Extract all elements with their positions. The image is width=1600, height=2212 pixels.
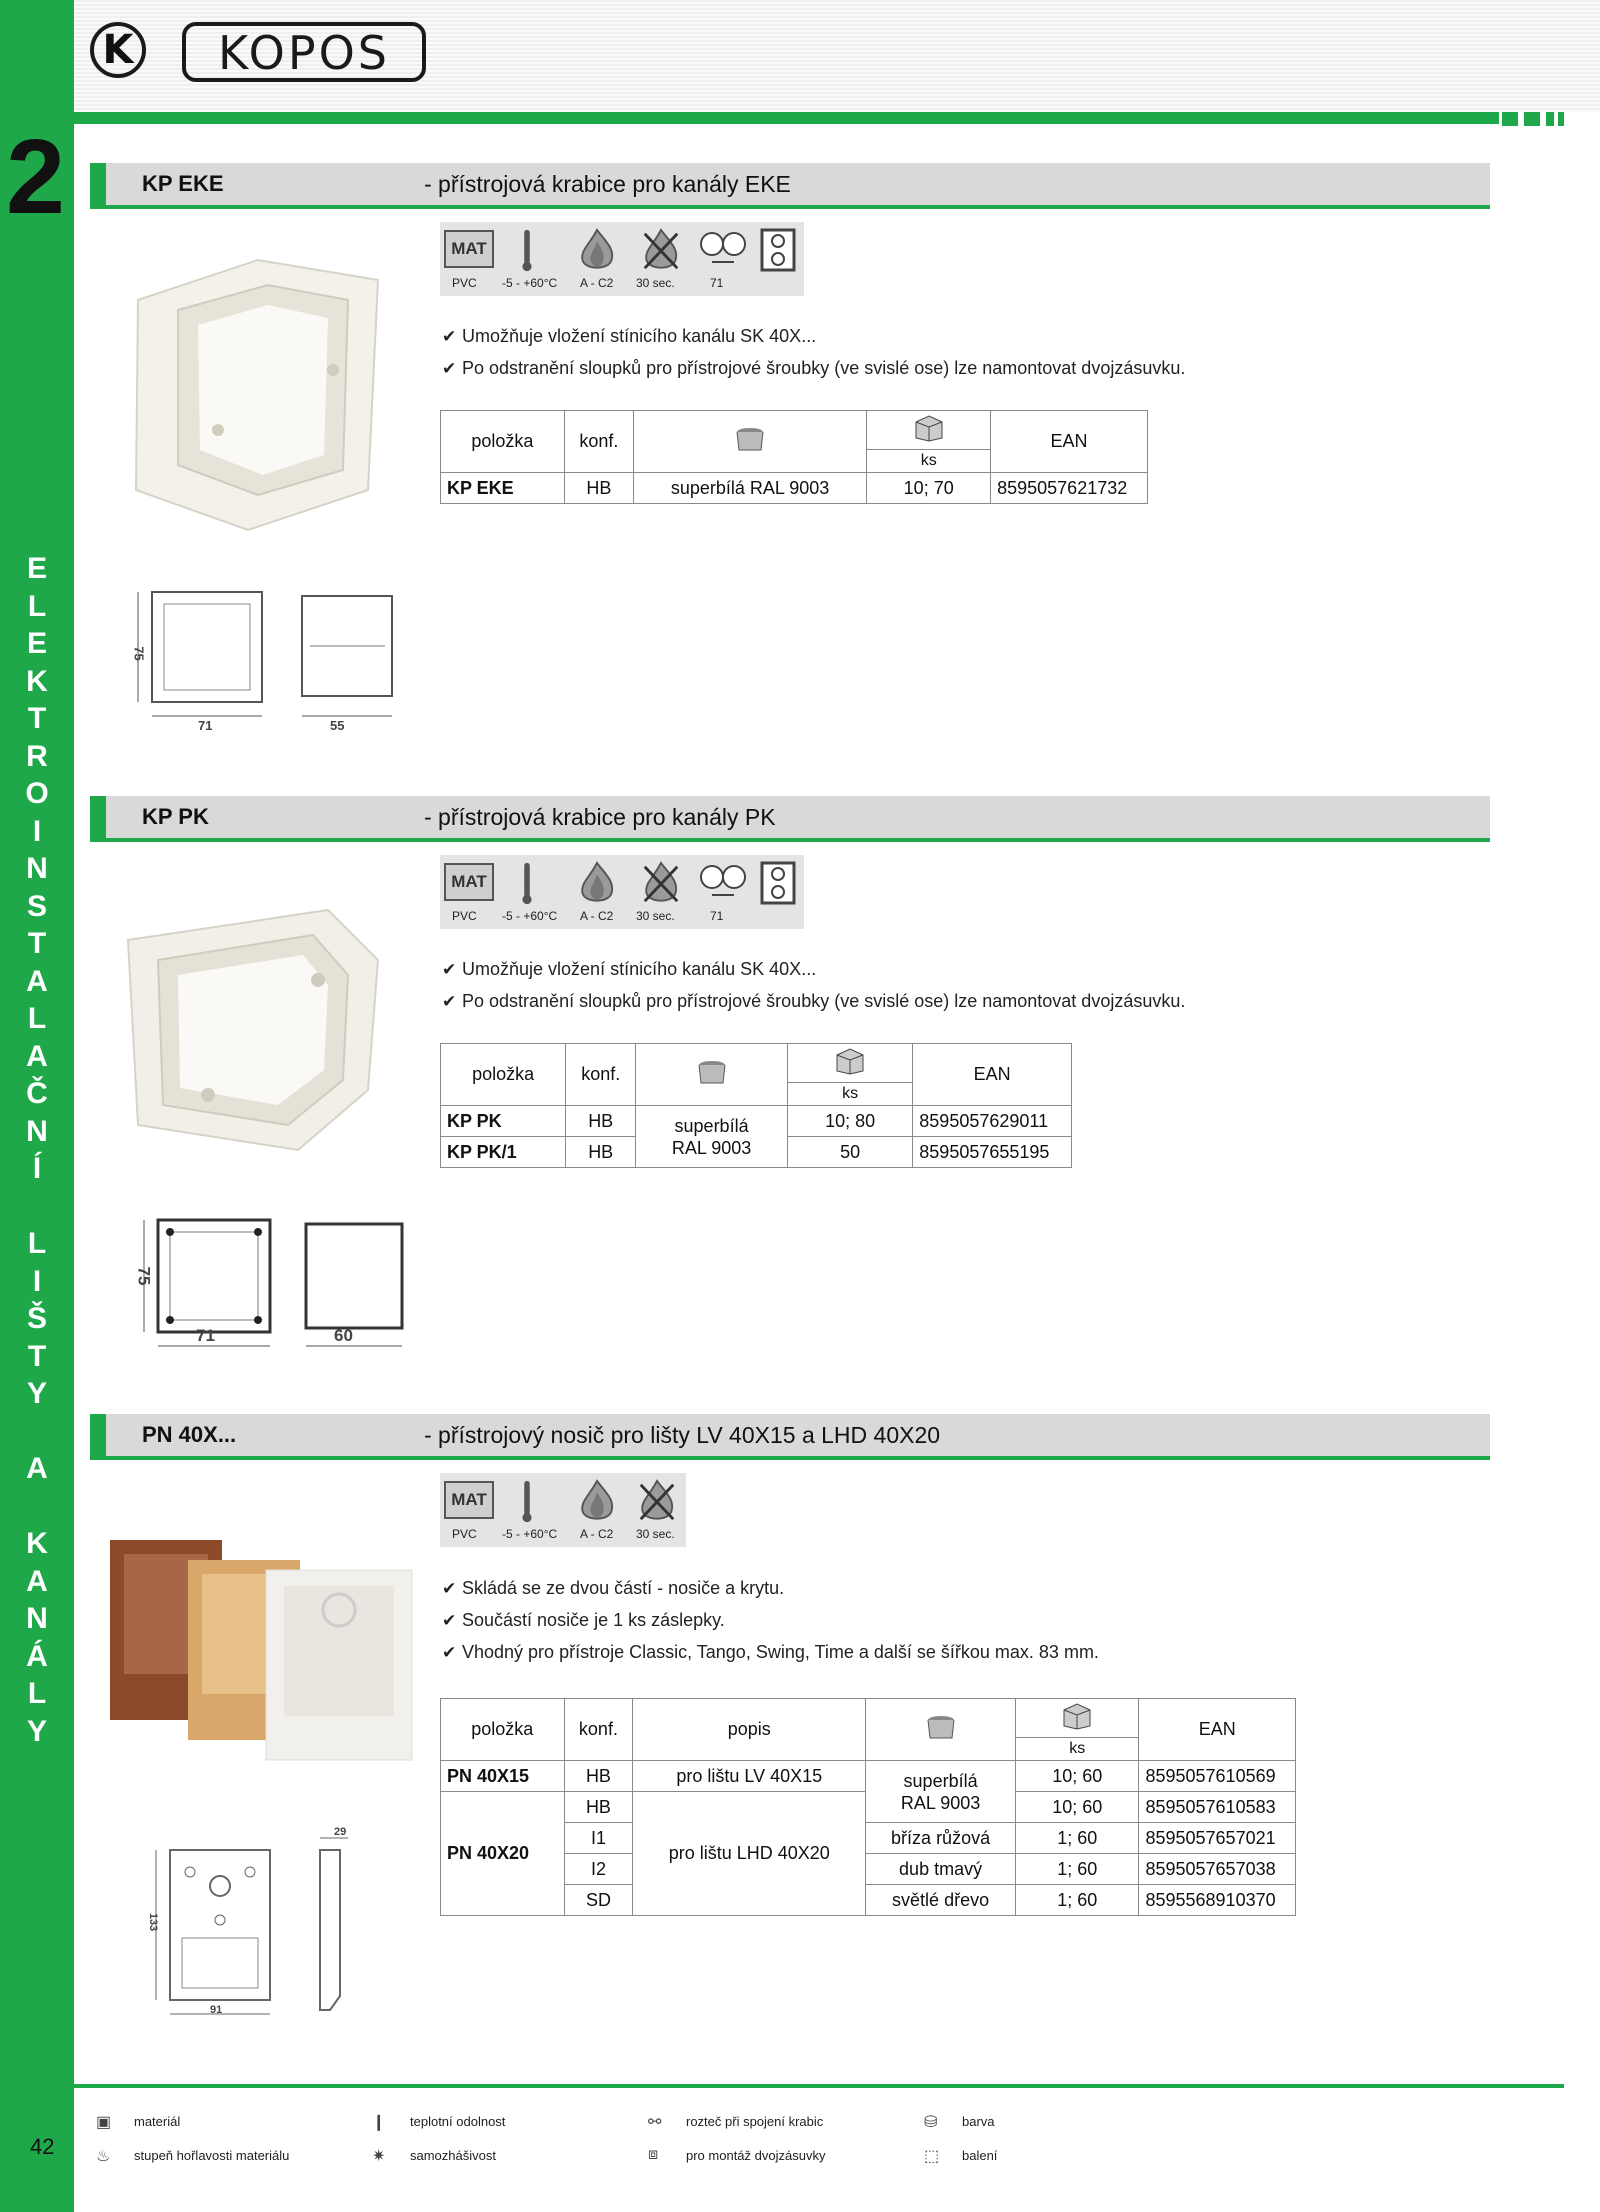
kopos-logo-wordmark: KOPOS bbox=[182, 22, 426, 82]
thermometer-icon bbox=[520, 228, 534, 272]
paint-bucket-icon: ⛁ bbox=[924, 2114, 938, 2131]
feature-bullet: ✔ Vhodný pro přístroje Classic, Tango, Swing, Time a další se šířkou max. 83 mm. bbox=[442, 1642, 1099, 1662]
paint-bucket-icon bbox=[735, 426, 765, 452]
spacing-label: 71 bbox=[710, 276, 724, 290]
table-row: SD světlé dřevo 1; 60 8595568910370 bbox=[441, 1885, 1296, 1916]
chapter-title-letter: T bbox=[27, 1339, 47, 1373]
self-extinguish-label: 30 sec. bbox=[636, 276, 675, 290]
chapter-title-letter: A bbox=[26, 1564, 48, 1598]
dimension-label: 29 bbox=[334, 1826, 347, 1838]
product-photo-pn-40x bbox=[104, 1530, 424, 1770]
double-socket-icon bbox=[760, 228, 796, 272]
flame-icon bbox=[576, 228, 618, 272]
legend-label: pro montáž dvojzásuvky bbox=[686, 2148, 826, 2163]
dimension-label: 71 bbox=[198, 718, 213, 733]
section-bar-kp-eke bbox=[90, 163, 1490, 209]
temperature-label: -5 - +60°C bbox=[502, 276, 558, 290]
spacing-icon bbox=[698, 861, 748, 905]
thermometer-icon bbox=[520, 861, 534, 905]
table-row: PN 40X15 HB pro lištu LV 40X15 superbílá RAL 9003 10; 60 8595057610569 bbox=[441, 1761, 1296, 1792]
temperature-label: -5 - +60°C bbox=[502, 909, 558, 923]
technical-drawing-kp-eke bbox=[130, 586, 420, 730]
flammability-label: A - C2 bbox=[580, 276, 614, 290]
thermometer-icon bbox=[520, 1479, 534, 1523]
chapter-title-letter: T bbox=[27, 702, 47, 735]
table-row: PN 40X20 HB pro lištu LHD 40X20 10; 60 8595057610583 bbox=[441, 1792, 1296, 1823]
product-code: KP EKE bbox=[142, 171, 224, 196]
chapter-title-letter: Í bbox=[32, 1152, 42, 1185]
table-row: KP PK/1 HB 50 8595057655195 bbox=[441, 1137, 1072, 1168]
chapter-title-letter: E bbox=[26, 552, 47, 585]
double-socket-icon bbox=[760, 861, 796, 905]
spacing-icon bbox=[698, 228, 748, 272]
spacing-label: 71 bbox=[710, 909, 724, 923]
technical-drawing-kp-pk bbox=[130, 1212, 430, 1362]
dimension-label: 60 bbox=[334, 1326, 353, 1345]
header-rule-block bbox=[1502, 112, 1518, 126]
product-photo-kp-eke bbox=[118, 240, 428, 540]
chapter-title-letter: A bbox=[26, 1039, 48, 1073]
mat-icon: MAT bbox=[444, 230, 494, 268]
box-icon bbox=[912, 414, 946, 442]
chapter-title-letter: O bbox=[25, 777, 49, 810]
double-socket-icon: ⧈ bbox=[648, 2146, 659, 2163]
legend-label: stupeň hořlavosti materiálu bbox=[134, 2148, 290, 2163]
chapter-title-letter: A bbox=[26, 964, 48, 998]
mat-icon: ▣ bbox=[96, 2114, 112, 2131]
product-table-kp-pk: položka konf. EAN ks KP PK HB superbílá RAL 9003 10; 80 8595057629011 KP PK/1 HB 50 8595057655195 bbox=[440, 1043, 1072, 1168]
dimension-label: 75 bbox=[134, 1266, 154, 1286]
box-icon: ⬚ bbox=[924, 2148, 940, 2165]
page-number: 42 bbox=[30, 2134, 55, 2159]
feature-bullet: ✔ Umožňuje vložení stínicího kanálu SK 40X... bbox=[442, 326, 817, 346]
chapter-title-vertical bbox=[0, 550, 74, 1750]
chapter-title-letter: I bbox=[32, 814, 42, 848]
table-row: KP PK HB superbílá RAL 9003 10; 80 8595057629011 bbox=[441, 1106, 1072, 1137]
dimension-label: 133 bbox=[147, 1912, 160, 1932]
chapter-title-letter: K bbox=[26, 1527, 48, 1560]
feature-bullet: ✔ Skládá se ze dvou částí - nosiče a krytu. bbox=[442, 1578, 785, 1598]
paint-bucket-icon bbox=[697, 1059, 727, 1085]
chapter-title-letter bbox=[0, 1413, 74, 1451]
technical-drawing-pn-40x bbox=[130, 1826, 390, 2026]
feature-bullet: ✔ Součástí nosiče je 1 ks záslepky. bbox=[442, 1610, 725, 1630]
chapter-title-letter: A bbox=[26, 1452, 48, 1485]
chapter-title-letter: L bbox=[27, 1002, 47, 1035]
dimension-label: 91 bbox=[210, 2004, 223, 2016]
icon-strip bbox=[440, 1473, 686, 1547]
legend-label: samozhášivost bbox=[410, 2148, 496, 2163]
material-label: PVC bbox=[452, 909, 477, 923]
kopos-logo-emblem: K bbox=[90, 22, 146, 78]
header-rule-block bbox=[1524, 112, 1540, 126]
chapter-title-letter: I bbox=[32, 1264, 42, 1298]
flammability-label: A - C2 bbox=[580, 1527, 614, 1541]
chapter-title-letter bbox=[0, 1188, 74, 1226]
product-description: - přístrojový nosič pro lišty LV 40X15 a LHD 40X20 bbox=[424, 1422, 941, 1448]
chapter-title-letter: Á bbox=[26, 1639, 48, 1673]
paint-bucket-icon bbox=[926, 1714, 956, 1740]
chapter-title-letter: L bbox=[27, 589, 47, 623]
product-code: PN 40X... bbox=[142, 1422, 237, 1447]
self-extinguish-icon bbox=[640, 861, 682, 905]
dimension-label: 55 bbox=[330, 718, 345, 733]
chapter-title-letter: K bbox=[26, 664, 48, 698]
material-label: PVC bbox=[452, 1527, 477, 1541]
chapter-title-letter: Y bbox=[26, 1377, 47, 1410]
header-rule bbox=[74, 112, 1499, 124]
temperature-label: -5 - +60°C bbox=[502, 1527, 558, 1541]
self-extinguish-icon: ✷ bbox=[372, 2148, 386, 2165]
table-row: I1 bříza růžová 1; 60 8595057657021 bbox=[441, 1823, 1296, 1854]
icon-strip bbox=[440, 222, 804, 296]
product-code: KP PK bbox=[142, 804, 209, 829]
dimension-label: 75 bbox=[131, 646, 147, 661]
chapter-title-letter: S bbox=[26, 889, 47, 923]
legend-label: teplotní odolnost bbox=[410, 2114, 506, 2129]
table-row: KP EKE HB superbílá RAL 9003 10; 70 8595057621732 bbox=[441, 473, 1148, 504]
section-bar-kp-pk bbox=[90, 796, 1490, 842]
box-icon bbox=[1060, 1702, 1094, 1730]
chapter-title-letter: Š bbox=[26, 1302, 47, 1335]
thermometer-icon: ❙ bbox=[372, 2114, 386, 2131]
product-photo-kp-pk bbox=[118, 880, 428, 1180]
flame-icon bbox=[576, 861, 618, 905]
product-description: - přístrojová krabice pro kanály EKE bbox=[424, 171, 791, 197]
product-description: - přístrojová krabice pro kanály PK bbox=[424, 804, 776, 830]
material-label: PVC bbox=[452, 276, 477, 290]
product-table-pn-40x: položka konf. popis EAN ks PN 40X15 HB pro lištu LV 40X15 superbílá RAL 9003 10; 60 8595057610569 PN 40X20 HB pro lištu LHD 40X20 10; 60 8595057610583 I1 bříza růžová 1; 60 8595057657021 I2 dub tmavý 1; 60 8595057657038 SD světlé dřevo 1; 60 8595568910370 bbox=[440, 1698, 1296, 1916]
chapter-title-letter: Č bbox=[26, 1077, 48, 1110]
icon-strip bbox=[440, 855, 804, 929]
chapter-title-letter: T bbox=[27, 927, 47, 960]
chapter-title-letter bbox=[0, 1488, 74, 1526]
product-table-kp-eke: položka konf. EAN ks KP EKE HB superbílá RAL 9003 10; 70 8595057621732 bbox=[440, 410, 1148, 504]
chapter-title-letter: L bbox=[27, 1677, 47, 1710]
self-extinguish-icon bbox=[640, 228, 682, 272]
mat-icon: MAT bbox=[444, 863, 494, 901]
chapter-title-letter: L bbox=[27, 1227, 47, 1260]
legend-label: rozteč při spojení krabic bbox=[686, 2114, 824, 2129]
chapter-title-letter: N bbox=[26, 1602, 48, 1635]
legend-label: barva bbox=[962, 2114, 995, 2129]
header-rule-block bbox=[1558, 112, 1564, 126]
chapter-title-letter: Y bbox=[26, 1714, 47, 1748]
self-extinguish-label: 30 sec. bbox=[636, 1527, 675, 1541]
self-extinguish-label: 30 sec. bbox=[636, 909, 675, 923]
feature-bullet: ✔ Po odstranění sloupků pro přístrojové šroubky (ve svislé ose) lze namontovat dvojzásuvku. bbox=[442, 358, 1186, 378]
flammability-label: A - C2 bbox=[580, 909, 614, 923]
header-rule-block bbox=[1546, 112, 1554, 126]
chapter-title-letter: R bbox=[26, 739, 48, 773]
chapter-title-letter: N bbox=[26, 852, 48, 885]
box-icon bbox=[833, 1047, 867, 1075]
legend-label: balení bbox=[962, 2148, 998, 2163]
section-bar-pn-40x bbox=[90, 1414, 1490, 1460]
table-row: I2 dub tmavý 1; 60 8595057657038 bbox=[441, 1854, 1296, 1885]
mat-icon: MAT bbox=[444, 1481, 494, 1519]
flame-icon: ♨ bbox=[96, 2148, 111, 2165]
chapter-number: 2 bbox=[6, 118, 65, 236]
flame-icon bbox=[576, 1479, 618, 1523]
self-extinguish-icon bbox=[636, 1479, 678, 1523]
legend-label: materiál bbox=[134, 2114, 181, 2129]
legend-rule bbox=[74, 2084, 1564, 2088]
chapter-title-letter: E bbox=[26, 627, 47, 660]
feature-bullet: ✔ Umožňuje vložení stínicího kanálu SK 40X... bbox=[442, 959, 817, 979]
dimension-label: 71 bbox=[196, 1326, 215, 1345]
chapter-title-letter: N bbox=[26, 1114, 48, 1148]
feature-bullet: ✔ Po odstranění sloupků pro přístrojové šroubky (ve svislé ose) lze namontovat dvojzásuvku. bbox=[442, 991, 1186, 1011]
spacing-icon: ⚯ bbox=[648, 2114, 662, 2131]
